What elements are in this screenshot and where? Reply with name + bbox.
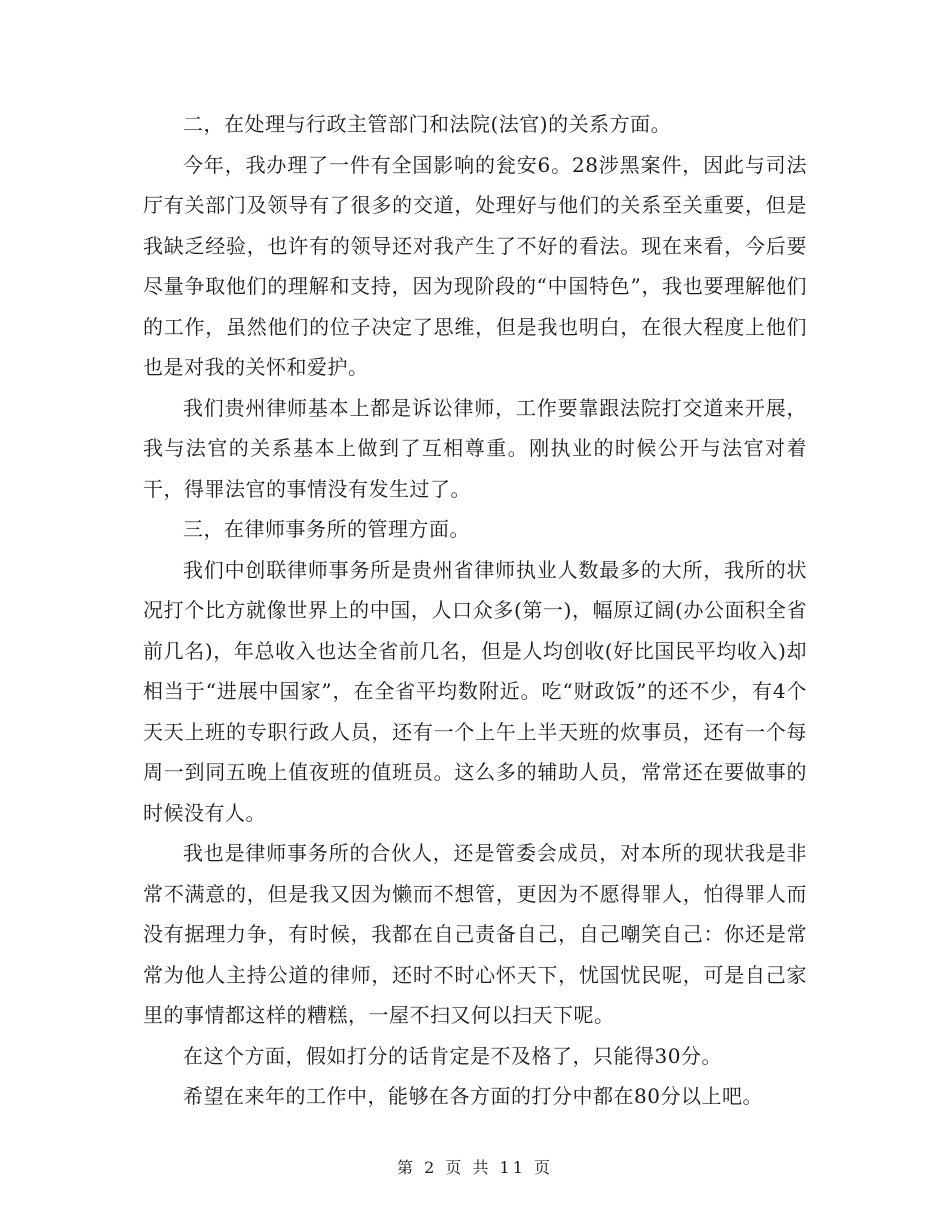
paragraph-firm-status: 我们中创联律师事务所是贵州省律师执业人数最多的大所，我所的状况打个比方就像世界上的中国，人口众多(第一)，幅原辽阔(办公面积全省前几名)，年总收入也达全省前几名，但是人均创收(好比国民平均收入)却相当于“进展中国家”，在全省平均数附近。吃“财政饭”的还不少，有4个天天上班的专职行政人员，还有一个上午上半天班的炊事员，还有一个每周一到同五晚上值夜班的值班员。这么多的辅助人员，常常还在要做事的时候没有人。 <box>143 557 807 825</box>
section-heading-2: 二，在处理与行政主管部门和法院(法官)的关系方面。 <box>183 112 672 136</box>
section-heading-3: 三，在律师事务所的管理方面。 <box>183 517 470 541</box>
paragraph-score: 在这个方面，假如打分的话肯定是不及格了，只能得30分。 <box>183 1043 722 1068</box>
document-body <box>143 104 807 1117</box>
page-number-footer: 第 2 页 共 11 页 <box>397 1158 553 1177</box>
paragraph-courts: 我们贵州律师基本上都是诉讼律师，工作要靠跟法院打交道来开展，我与法官的关系基本上做到了互相尊重。刚执业的时候公开与法官对着干，得罪法官的事情没有发生过了。 <box>143 395 807 501</box>
paragraph-hope: 希望在来年的工作中，能够在各方面的打分中都在80分以上吧。 <box>183 1084 763 1108</box>
paragraph-administration: 今年，我办理了一件有全国影响的瓮安6。28涉黑案件，因此与司法厅有关部门及领导有了很多的交道，处理好与他们的关系至关重要，但是我缺乏经验，也许有的领导还对我产生了不好的看法。现在来看，今后要尽量争取他们的理解和支持，因为现阶段的“中国特色”，我也要理解他们的工作，虽然他们的位子决定了思维，但是我也明白，在很大程度上他们也是对我的关怀和爱护。 <box>143 152 807 379</box>
paragraph-partner-reflection: 我也是律师事务所的合伙人，还是管委会成员，对本所的现状我是非常不满意的，但是我又因为懒而不想管，更因为不愿得罪人，怕得罪人而没有据理力争，有时候，我都在自己责备自己，自己嘲笑自己：你还是常常为他人主持公道的律师，还时不时心怀天下，忧国忧民呢，可是自己家里的事情都这样的糟糕，一屋不扫又何以扫天下呢。 <box>143 841 807 1027</box>
